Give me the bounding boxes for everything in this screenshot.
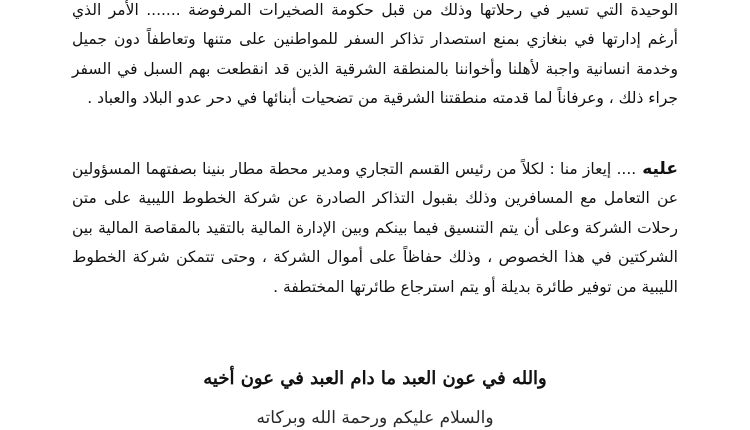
closing-line: والله في عون العبد ما دام العبد في عون أخيه — [203, 368, 547, 389]
paragraph-2-lead: عليه — [642, 159, 678, 179]
salutation: والسلام عليكم ورحمة الله وبركاته — [256, 408, 494, 428]
paragraph-2 — [72, 155, 678, 302]
paragraph-1: الوحيدة التي تسير في رحلاتها وذلك من قبل حكومة الصخيرات المرفوضة ....... الأمر الذي أرغم إدارتها في بنغازي بمنع استصدار تذاكر السفر للمواطنين على متنها وتعاطفاً دون جميل وخدمة انسانية واجبة لأهلنا وأخواننا بالمنطقة الشرقية الذين قد انقطعت بهم السبل في السفر جراء ذلك ، وعرفاناً لما قدمته منطقتنا الشرقية من تضحيات أبنائها في دحر عدو البلاد والعباد . — [72, 1, 678, 108]
paragraph-2-body: .... إيعاز منا : لكلاً من رئيس القسم التجاري ومدير محطة مطار بنينا بصفتهما المسؤولين عن التعامل مع المسافرين وذلك بقبول التذاكر الصادرة عن شركة الخطوط الليبية على متن رحلات الشركة وعلى أن يتم التنسيق فيما بينكم وبين الإدارة المالية بالتقيد بالمقاصة المالية بين الشركتين في هذا الخصوص ، وذلك حفاظاً على أموال الشركة ، وحتى تتمكن شركة الخطوط الليبية من توفير طائرة بديلة أو يتم استرجاع طائرتها المختطفة . — [72, 160, 678, 296]
